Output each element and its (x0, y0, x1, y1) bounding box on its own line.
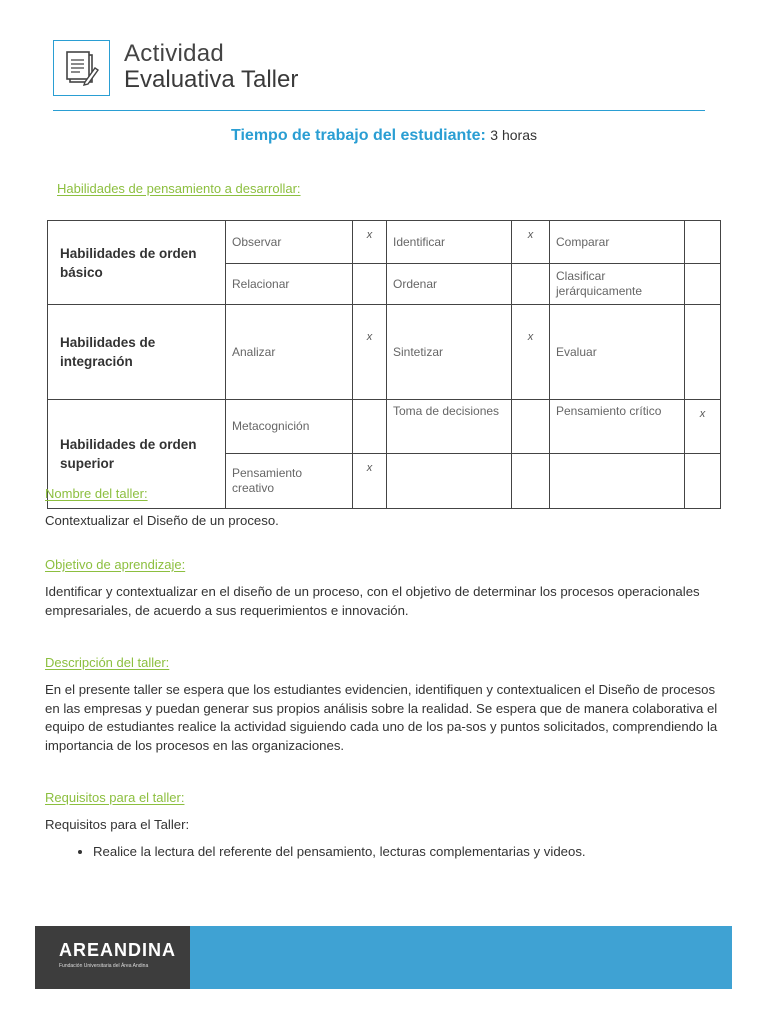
skill-mark: x (353, 454, 387, 509)
objective-text: Identificar y contextualizar en el diseño de un proceso, con el objetivo de determinar los procesos operacionales empresariales, de acuerdo a sus requerimientos e innovación. (45, 584, 700, 618)
description-text: En el presente taller se espera que los estudiantes evidencien, identifiquen y contextualicen el Diseño de procesos en las empresas y puedan generar sus propios análisis sobre la realidad. Se espera que de manera colaborativa el equipo de estudiantes realice la actividad siguiendo cada uno de los pa-sos y puntos solicitados, comprendiendo la importancia de los procesos en las organizaciones. (45, 682, 718, 753)
footer (35, 926, 732, 989)
skill-cell: Relacionar (226, 264, 353, 305)
workshop-name-label: Nombre del taller: (45, 486, 148, 501)
skill-cell: Evaluar (550, 305, 685, 400)
logo-subtitle: Fundación Universitaria del Área Andina (59, 963, 149, 969)
skills-table (47, 220, 721, 509)
skill-mark: x (512, 305, 550, 400)
skill-cell: Sintetizar (387, 305, 512, 400)
title-line-1: Actividad (124, 40, 225, 67)
document-pen-icon (63, 49, 101, 87)
objective-label: Objetivo de aprendizaje: (45, 557, 186, 572)
skill-mark (512, 454, 550, 509)
table-row (48, 305, 721, 400)
skill-cell: Pensamiento creativo (226, 454, 353, 509)
header-divider (53, 110, 705, 111)
page-title (124, 40, 298, 93)
skill-cell: Ordenar (387, 264, 512, 305)
table-row (48, 400, 721, 454)
list-item: • Realice la lectura del referente del pensamiento, lecturas complementarias y videos. (93, 843, 586, 861)
requirements-label: Requisitos para el taller: (45, 790, 185, 805)
skill-mark (353, 264, 387, 305)
skill-cell: Metacognición (226, 400, 353, 454)
skill-cell (387, 454, 512, 509)
skill-mark: x (353, 221, 387, 264)
table-row (48, 221, 721, 264)
skill-cell: Comparar (550, 221, 685, 264)
requirements-list (45, 843, 586, 861)
skill-mark (353, 400, 387, 454)
skill-cell: Observar (226, 221, 353, 264)
workshop-name-text: Contextualizar el Diseño de un proceso. (45, 513, 279, 528)
skill-cell: Pensamiento crítico (550, 400, 685, 454)
title-line-2: Evaluativa Taller (124, 66, 299, 93)
skill-cell: Identificar (387, 221, 512, 264)
skill-mark (685, 221, 721, 264)
student-time-label: Tiempo de trabajo del estudiante: (230, 127, 486, 144)
skill-group-label: Habilidades de orden superior (48, 400, 226, 509)
student-time-value: 3 horas (490, 127, 537, 143)
skill-cell (550, 454, 685, 509)
skill-group-label: Habilidades de integración (48, 305, 226, 400)
header-icon-box (53, 40, 110, 96)
skill-mark (512, 264, 550, 305)
student-time (0, 127, 768, 145)
skill-mark: x (512, 221, 550, 264)
footer-band (190, 926, 732, 989)
areandina-logo (35, 926, 190, 989)
skill-mark: x (685, 400, 721, 454)
skill-mark (685, 454, 721, 509)
description-label: Descripción del taller: (45, 655, 170, 670)
skill-mark (512, 400, 550, 454)
logo-brand: AREANDINA (59, 940, 176, 960)
requirements-intro: Requisitos para el Taller: (45, 817, 190, 832)
skill-mark (685, 264, 721, 305)
skill-group-label: Habilidades de orden básico (48, 221, 226, 305)
skill-mark (685, 305, 721, 400)
skills-section-label: Habilidades de pensamiento a desarrollar: (57, 181, 301, 196)
skill-mark: x (353, 305, 387, 400)
skill-cell: Analizar (226, 305, 353, 400)
skill-cell: Toma de decisiones (387, 400, 512, 454)
skill-cell: Clasificar jerárquicamente (550, 264, 685, 305)
